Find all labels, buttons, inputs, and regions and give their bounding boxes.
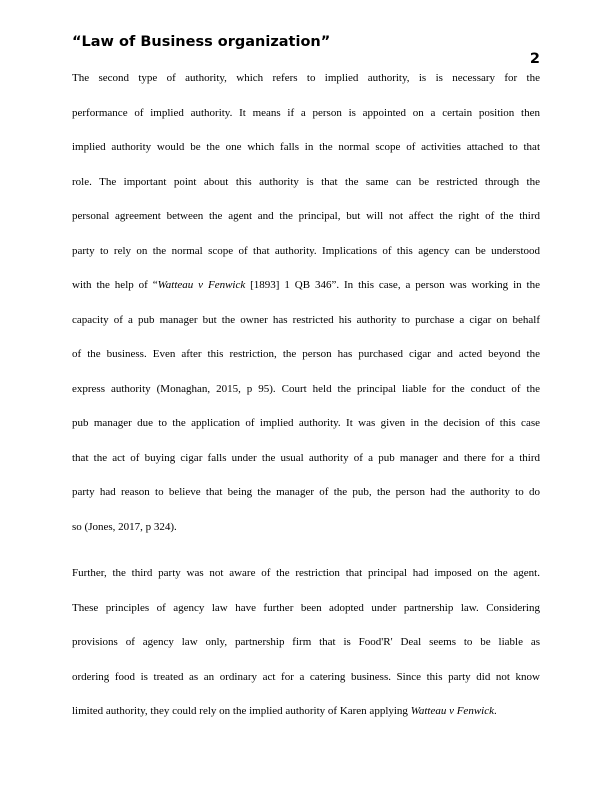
text-line: provisions of agency law only, partnership firm that is Food'R' Deal seems to be liable as [72, 636, 540, 648]
paragraph-third-party [72, 556, 540, 729]
text-line: These principles of agency law have further been adopted under partnership law. Considering [72, 601, 540, 614]
paragraph-implied-authority [72, 61, 540, 544]
text-segment: . [493, 705, 497, 717]
text-line: implied authority would be the one which falls in the normal scope of activities attached to that [72, 141, 540, 153]
text-line: of the business. Even after this restriction, the person has purchased cigar and acted beyond the [72, 348, 540, 360]
case-citation-italic: Watteau v Fenwick [410, 705, 494, 717]
text-line [72, 268, 540, 303]
case-citation-italic: Watteau v Fenwick [157, 279, 246, 291]
text-line: express authority (Monaghan, 2015, p 95). Court held the principal liable for the conduct of the [72, 382, 540, 395]
page-number: 2 [529, 51, 540, 67]
text-line [72, 694, 540, 729]
text-line: personal agreement between the agent and the principal, but will not affect the right of the third [72, 210, 540, 222]
text-line: that the act of buying cigar falls under the usual authority of a pub manager and there for a third [72, 451, 540, 464]
header-title: “Law of Business organization” [72, 34, 331, 50]
text-line: pub manager due to the application of implied authority. It was given in the decision of this case [72, 417, 540, 429]
text-line: The second type of authority, which refers to implied authority, is is necessary for the [72, 72, 540, 84]
text-line: role. The important point about this authority is that the same can be restricted through the [72, 175, 540, 188]
text-line: capacity of a pub manager but the owner has restricted his authority to purchase a cigar on behalf [72, 313, 540, 326]
text-segment: [1893] 1 QB 346”. In this case, a person was working in the [245, 279, 540, 291]
text-line: party had reason to believe that being the manager of the pub, the person had the authority to do [72, 486, 540, 498]
text-segment: with the help of “ [72, 279, 158, 291]
text-line: so (Jones, 2017, p 324). [72, 520, 177, 533]
text-segment: limited authority, they could rely on the implied authority of Karen applying [72, 705, 411, 717]
text-line: performance of implied authority. It means if a person is appointed on a certain position then [72, 106, 540, 119]
text-line: Further, the third party was not aware of the restriction that principal had imposed on the agent. [72, 567, 540, 579]
text-line: ordering food is treated as an ordinary act for a catering business. Since this party did not know [72, 670, 540, 683]
text-line: party to rely on the normal scope of that authority. Implications of this agency can be understood [72, 244, 540, 257]
